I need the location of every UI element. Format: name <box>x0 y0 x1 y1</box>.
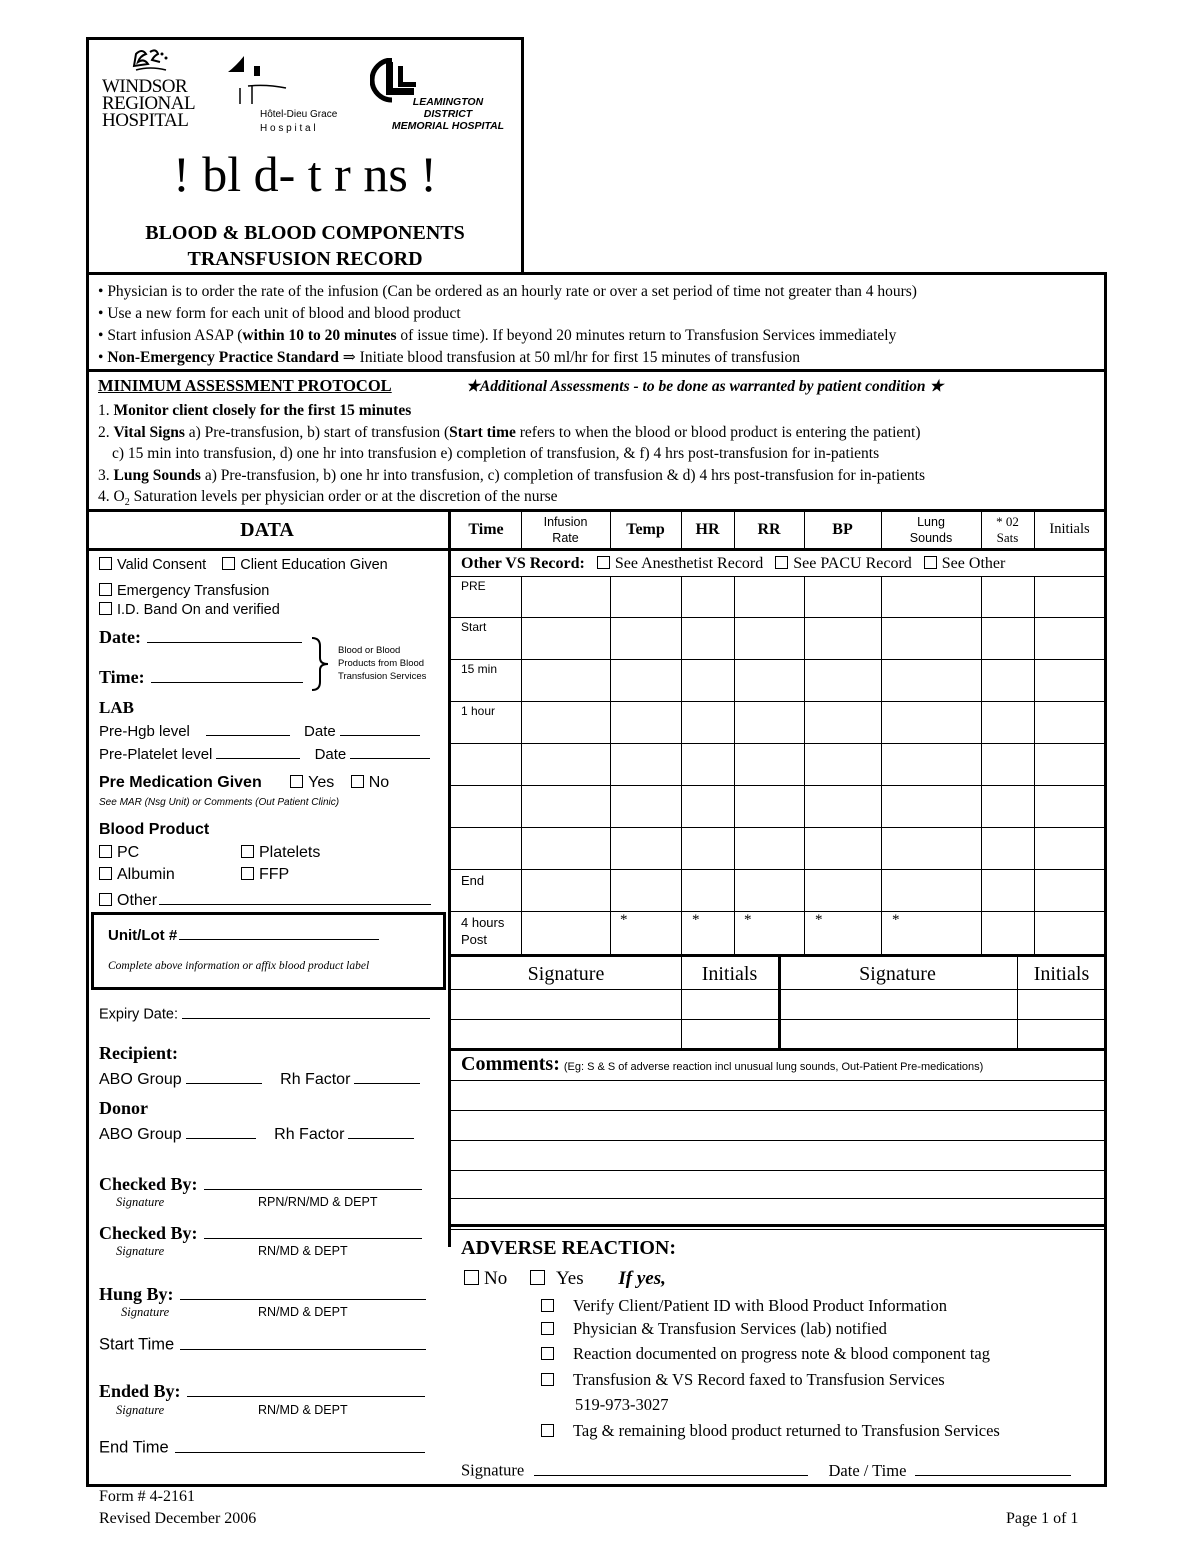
end-time-line[interactable] <box>175 1435 425 1453</box>
sig-row-line <box>451 1019 1106 1020</box>
vs-row-line <box>451 659 1106 660</box>
consent-row <box>99 557 388 573</box>
pre-hgb-date-line[interactable] <box>340 720 420 736</box>
divider-comments-bottom <box>451 1224 1106 1227</box>
star-lung: * <box>892 912 900 928</box>
instruction-2-text: Use a new form for each unit of blood and blood product <box>107 305 461 322</box>
end-time-label: End Time <box>99 1438 169 1457</box>
star-rr: * <box>744 912 752 928</box>
adverse-item-1 <box>541 1294 1000 1317</box>
col-bp: BP <box>832 520 853 538</box>
sig-header-1: Signature <box>527 962 605 985</box>
start-time-line[interactable] <box>180 1332 426 1350</box>
windsor-mark-icon <box>130 46 170 78</box>
other-checkbox[interactable] <box>99 893 112 906</box>
protocol-item-4-sub: 2 <box>124 497 130 509</box>
product-ffp <box>241 866 289 884</box>
product-platelets <box>241 844 320 862</box>
vs-row-line <box>451 701 1106 702</box>
hotel-dieu-logo-text: Hôtel-Dieu Grace H o s p i t a l <box>260 109 338 134</box>
adverse-item-4 <box>541 1368 1000 1391</box>
vs-col-line <box>881 576 882 954</box>
protocol-item-4-pre: O <box>113 488 125 505</box>
adverse-item-3 <box>541 1342 1000 1365</box>
star-bp: * <box>815 912 823 928</box>
protocol-item-1: 1. Monitor client closely for the first 15 minutes <box>98 402 412 419</box>
pre-platelet-date-label: Date <box>314 746 347 763</box>
adverse-item-5 <box>541 1419 1000 1442</box>
adverse-item-5-checkbox[interactable] <box>541 1424 554 1437</box>
expiry-line[interactable] <box>182 1003 430 1019</box>
hdr-vline <box>681 509 682 549</box>
hdr-vline <box>521 509 522 549</box>
instruction-2: • Use a new form for each unit of blood and blood product <box>98 305 461 322</box>
comments-note: (Eg: S & S of adverse reaction incl unusual lung sounds, Out-Patient Pre-medications) <box>563 1061 984 1073</box>
sig-header-2: Signature <box>859 962 936 985</box>
adverse-item-1-checkbox[interactable] <box>541 1299 554 1312</box>
adverse-signature-label: Signature <box>461 1460 525 1480</box>
pre-platelet-date-line[interactable] <box>350 743 430 759</box>
donor-abo-line[interactable] <box>186 1122 256 1139</box>
star-icon: ★ <box>466 378 480 395</box>
windsor-logo <box>100 46 200 136</box>
hotel-dieu-logo <box>226 54 356 134</box>
vs-col-line <box>610 576 611 954</box>
instruction-1-text: Physician is to order the rate of the infusion (Can be ordered as an hourly rate or over a set period of time not greater than 4 hours) <box>107 283 917 300</box>
protocol-additional <box>466 377 943 396</box>
see-other-label: See Other <box>941 555 1006 572</box>
vs-col-line <box>981 576 982 954</box>
form-title-line2: TRANSFUSION RECORD <box>187 248 423 270</box>
donor-label: Donor <box>99 1098 148 1118</box>
sig-col-line <box>681 956 682 1050</box>
vs-col-line <box>521 576 522 954</box>
date-line[interactable] <box>147 624 302 643</box>
vs-row-line <box>451 911 1106 912</box>
protocol-item-2-line2: c) 15 min into transfusion, d) one hr into transfusion e) completion of transfusion, & f) 4 hrs post-transfusion for in-patients <box>112 445 880 462</box>
comment-line[interactable] <box>451 1080 1106 1081</box>
vs-col-line <box>734 576 735 954</box>
comment-line[interactable] <box>451 1198 1106 1199</box>
arrow-right-icon: ⇒ <box>342 349 356 366</box>
data-header: DATA <box>240 518 294 541</box>
adverse-item-3-text: Reaction documented on progress note & blood component tag <box>573 1344 990 1363</box>
adverse-signature-line[interactable] <box>534 1458 808 1476</box>
platelets-label: Platelets <box>259 844 321 861</box>
recipient-label: Recipient: <box>99 1043 178 1063</box>
sig-col-line <box>1017 956 1018 1050</box>
instruction-4-post: Initiate blood transfusion at 50 ml/hr for first 15 minutes of transfusion <box>355 349 801 366</box>
id-band-label: I.D. Band On and verified <box>117 602 280 618</box>
hdr-vline <box>610 509 611 549</box>
adverse-datetime-label: Date / Time <box>828 1460 907 1480</box>
comment-line[interactable] <box>451 1170 1106 1171</box>
adverse-datetime-line[interactable] <box>915 1458 1071 1476</box>
other-line[interactable] <box>159 888 431 905</box>
premed-yes-label: Yes <box>308 774 335 791</box>
pc-checkbox[interactable] <box>99 845 112 858</box>
protocol-item-3-rest: a) Pre-transfusion, b) one hr into transfusion, c) completion of transfusion & d) 4 hrs post-transfusion for in-patients <box>200 466 926 484</box>
adverse-no-label: No <box>484 1268 508 1289</box>
hdr-vline <box>804 509 805 549</box>
ended-by-sig: Signature <box>116 1403 165 1417</box>
premed-row <box>99 774 389 792</box>
unit-lot-row <box>108 924 379 944</box>
lab-label: LAB <box>99 698 134 717</box>
instructions <box>98 281 1103 369</box>
row-label-end: End <box>461 873 485 888</box>
see-other-checkbox[interactable] <box>924 556 937 569</box>
checked-by-1-line[interactable] <box>204 1171 422 1190</box>
see-pacu-label: See PACU Record <box>793 555 912 572</box>
comment-line[interactable] <box>451 1140 1106 1141</box>
form-code: ! bl d- t r ns ! <box>173 146 437 202</box>
instruction-3-bold: within 10 to 20 minutes <box>242 327 397 344</box>
hotel-dieu-cross-icon <box>226 54 296 104</box>
donor-rh-line[interactable] <box>348 1122 414 1139</box>
checked-by-2-dept: RN/MD & DEPT <box>258 1244 348 1258</box>
protocol-list <box>98 400 1103 514</box>
footer-page: Page 1 of 1 <box>1006 1510 1079 1527</box>
leamington-logo <box>368 58 528 138</box>
col-rr: RR <box>757 520 781 538</box>
emergency-row <box>99 583 269 599</box>
expiry-row <box>99 1003 430 1023</box>
footer-form-number: Form # 4-2161 <box>99 1488 195 1505</box>
valid-consent-checkbox[interactable] <box>99 557 112 570</box>
see-anesthetist-label: See Anesthetist Record <box>614 555 764 572</box>
expiry-label: Expiry Date: <box>99 1006 178 1023</box>
recipient-abo-label: ABO Group <box>99 1071 182 1088</box>
vs-row-line <box>451 785 1106 786</box>
date-label: Date: <box>99 627 141 647</box>
protocol-item-2-bold: Vital Signs <box>113 423 185 441</box>
protocol-item-4: 4. $O_2$ Saturation levels per physician order or at the discretion of the nurse <box>98 488 558 509</box>
vs-col-line <box>804 576 805 954</box>
instruction-3-post: of issue time). If beyond 20 minutes return to Transfusion Services immediately <box>396 327 897 344</box>
adverse-item-5-text: Tag & remaining blood product returned to Transfusion Services <box>573 1421 1000 1440</box>
adverse-item-2-checkbox[interactable] <box>541 1322 554 1335</box>
premed-label: Pre Medication Given <box>99 774 262 791</box>
hung-by-sig: Signature <box>121 1305 170 1319</box>
vs-grid-top <box>451 576 1106 577</box>
albumin-label: Albumin <box>117 866 175 883</box>
other-vs-label: Other VS Record: <box>461 555 585 572</box>
recipient-abo-line[interactable] <box>186 1067 262 1084</box>
checked-by-1-dept: RPN/RN/MD & DEPT <box>258 1195 378 1209</box>
protocol-heading <box>98 376 392 396</box>
sig-row-line <box>451 989 1106 990</box>
id-band-checkbox[interactable] <box>99 602 112 615</box>
vs-row-line <box>451 617 1106 618</box>
emergency-checkbox[interactable] <box>99 583 112 596</box>
col-time: Time <box>468 520 504 538</box>
pre-platelet-row <box>99 743 430 763</box>
product-albumin <box>99 866 175 884</box>
hung-by-label: Hung By: <box>99 1284 174 1304</box>
vs-row-line <box>451 743 1106 744</box>
time-row <box>99 664 303 688</box>
protocol-title: MINIMUM ASSESSMENT PROTOCOL <box>98 376 392 395</box>
pre-hgb-line[interactable] <box>206 720 290 736</box>
column-divider-left <box>448 509 451 1247</box>
star-hr: * <box>692 912 700 928</box>
see-anesthetist-checkbox[interactable] <box>597 556 610 569</box>
adverse-yes-label: Yes <box>555 1268 584 1289</box>
adverse-heading: ADVERSE REACTION: <box>461 1237 677 1259</box>
adverse-signature-row <box>461 1458 1071 1481</box>
vs-col-line <box>681 576 682 954</box>
donor-rh-label: Rh Factor <box>274 1126 345 1143</box>
vs-row-line <box>451 827 1106 828</box>
comments-label: Comments: <box>461 1053 560 1075</box>
adverse-phone <box>541 1393 1000 1416</box>
adverse-item-2 <box>541 1317 1000 1340</box>
hung-by-line[interactable] <box>180 1281 426 1300</box>
protocol-item-4-rest: Saturation levels per physician order or at the discretion of the nurse <box>129 488 558 505</box>
ended-by-label: Ended By: <box>99 1381 181 1401</box>
unit-lot-line[interactable] <box>179 924 379 940</box>
recipient-rh-line[interactable] <box>354 1067 420 1084</box>
row-label-15min: 15 min <box>461 662 498 676</box>
time-line[interactable] <box>151 664 303 683</box>
pre-hgb-row <box>99 720 420 740</box>
divider-comments-bottom-2 <box>451 1229 1106 1230</box>
complete-above-note: Complete above information or affix blood product label <box>108 960 370 972</box>
recipient-abo-row <box>99 1067 420 1089</box>
vs-row-line <box>451 869 1106 870</box>
end-time-row <box>99 1435 425 1458</box>
divider-instructions <box>86 369 1107 372</box>
adverse-phone-text: 519-973-3027 <box>575 1395 669 1414</box>
hdr-vline <box>881 509 882 549</box>
pre-hgb-date-label: Date <box>304 723 336 740</box>
instruction-1: • Physician is to order the rate of the infusion (Can be ordered as an hourly rate or over a set period of time not greater than 4 hours) <box>98 283 917 300</box>
time-label: Time: <box>99 667 145 687</box>
protocol-item-1-text: Monitor client closely for the first 15 minutes <box>113 402 412 419</box>
client-education-checkbox[interactable] <box>222 557 235 570</box>
other-label: Other <box>117 892 158 909</box>
col-hr: HR <box>695 520 720 538</box>
pc-label: PC <box>117 844 140 861</box>
protocol-additional-text: Additional Assessments - to be done as warranted by patient condition <box>479 378 926 395</box>
instruction-3-pre: Start infusion ASAP ( <box>107 327 243 344</box>
init-header-2: Initials <box>1033 962 1090 985</box>
leamington-logo-text: LEAMINGTON DISTRICT MEMORIAL HOSPITAL <box>391 96 505 132</box>
checked-by-1-row <box>99 1171 422 1195</box>
sig-col-line <box>778 956 781 1050</box>
checked-by-2-label: Checked By: <box>99 1223 198 1243</box>
client-education-label: Client Education Given <box>240 557 388 573</box>
ended-by-row <box>99 1378 425 1402</box>
see-mar-note: See MAR (Nsg Unit) or Comments (Out Patient Clinic) <box>99 797 340 808</box>
pre-platelet-line[interactable] <box>216 743 300 759</box>
footer-revised: Revised December 2006 <box>99 1510 257 1527</box>
start-time-row <box>99 1332 426 1355</box>
premed-yes-checkbox[interactable] <box>290 775 303 788</box>
product-other <box>99 888 431 910</box>
protocol-item-2: 2. Vital Signs a) Pre-transfusion, b) start of transfusion (Start time refers to when the blood or blood product is entering the patient) <box>98 423 921 441</box>
hdr-vline <box>981 509 982 549</box>
other-vs-row <box>461 555 1005 573</box>
hdr-vline <box>1034 509 1035 549</box>
recipient-rh-label: Rh Factor <box>280 1071 351 1088</box>
init-header-1: Initials <box>701 962 758 985</box>
adverse-yes-no <box>464 1268 666 1290</box>
star-icon: ★ <box>929 378 944 395</box>
brace-note: Blood or Blood Products from Blood Transfusion Services <box>338 645 427 682</box>
hdr-vline <box>734 509 735 549</box>
adverse-item-4-text: Transfusion & VS Record faxed to Transfusion Services <box>573 1370 945 1389</box>
adverse-no-checkbox[interactable] <box>464 1270 479 1285</box>
donor-abo-row <box>99 1122 414 1144</box>
instruction-4: • Non-Emergency Practice Standard ⇒ Initiate blood transfusion at 50 ml/hr for first 15 minutes of transfusion <box>98 349 801 366</box>
blood-product-label: Blood Product <box>99 821 210 838</box>
checked-by-2-line[interactable] <box>204 1220 422 1239</box>
checked-by-1-label: Checked By: <box>99 1174 198 1194</box>
col-infusion-rate: Infusion Rate <box>543 514 588 545</box>
hung-by-row <box>99 1281 426 1305</box>
comment-line[interactable] <box>451 1110 1106 1111</box>
checked-by-2-sig: Signature <box>116 1244 165 1258</box>
protocol-item-2-cont <box>98 443 1103 465</box>
unit-lot-label: Unit/Lot # <box>108 927 178 944</box>
valid-consent-label: Valid Consent <box>117 557 207 573</box>
col-initials: Initials <box>1049 521 1090 537</box>
row-label-1hour: 1 hour <box>461 704 496 718</box>
adverse-checklist <box>541 1294 1000 1442</box>
id-band-row <box>99 602 280 618</box>
row-label-start: Start <box>461 620 487 634</box>
adverse-item-2-text: Physician & Transfusion Services (lab) notified <box>573 1319 887 1338</box>
form-title-line1: BLOOD & BLOOD COMPONENTS <box>145 222 465 244</box>
product-pc <box>99 844 139 862</box>
col-lung-sounds: Lung Sounds <box>909 514 953 545</box>
date-row <box>99 624 302 648</box>
premed-no-label: No <box>368 774 390 791</box>
donor-abo-label: ABO Group <box>99 1126 182 1143</box>
emergency-label: Emergency Transfusion <box>117 583 270 599</box>
ffp-checkbox[interactable] <box>241 867 254 880</box>
protocol-item-2-bold2: Start time <box>449 423 516 441</box>
start-time-label: Start Time <box>99 1335 175 1354</box>
vs-col-line <box>1034 576 1035 954</box>
comments-label-row <box>461 1053 983 1076</box>
adverse-item-3-checkbox[interactable] <box>541 1347 554 1360</box>
windsor-logo-text: WINDSOR REGIONAL HOSPITAL <box>102 76 196 131</box>
adverse-if-yes-label: If yes, <box>618 1268 666 1289</box>
albumin-checkbox[interactable] <box>99 867 112 880</box>
protocol-item-3-bold: Lung Sounds <box>113 466 201 484</box>
ffp-label: FFP <box>259 866 290 883</box>
adverse-yes-checkbox[interactable] <box>530 1270 545 1285</box>
divider-sig-bottom <box>451 1048 1106 1051</box>
hung-by-dept: RN/MD & DEPT <box>258 1305 348 1319</box>
col-temp: Temp <box>626 520 665 538</box>
brace-icon <box>310 636 330 692</box>
row-label-pre: PRE <box>461 579 486 593</box>
adverse-item-4-checkbox[interactable] <box>541 1373 554 1386</box>
ended-by-dept: RN/MD & DEPT <box>258 1403 348 1417</box>
checked-by-2-row <box>99 1220 422 1244</box>
premed-no-checkbox[interactable] <box>351 775 364 788</box>
protocol-item-2-b: refers to when the blood or blood product is entering the patient) <box>515 423 921 441</box>
adverse-item-1-text: Verify Client/Patient ID with Blood Product Information <box>573 1296 947 1315</box>
protocol-item-2-a: a) Pre-transfusion, b) start of transfusion ( <box>184 423 450 441</box>
checked-by-1-sig: Signature <box>116 1195 165 1209</box>
instruction-3: • Start infusion ASAP (within 10 to 20 minutes of issue time). If beyond 20 minutes return to Transfusion Services immediately <box>98 327 897 344</box>
ended-by-line[interactable] <box>187 1378 425 1397</box>
see-pacu-checkbox[interactable] <box>775 556 788 569</box>
row-label-4hours-post: 4 hours Post <box>461 915 505 947</box>
pre-platelet-label: Pre-Platelet level <box>99 746 213 763</box>
col-o2-sats: * 02 Sats <box>996 513 1019 545</box>
platelets-checkbox[interactable] <box>241 845 254 858</box>
star-temp: * <box>620 912 628 928</box>
instruction-4-bold: Non-Emergency Practice Standard <box>107 349 339 366</box>
pre-hgb-label: Pre-Hgb level <box>99 723 190 740</box>
protocol-item-3: 3. Lung Sounds a) Pre-transfusion, b) one hr into transfusion, c) completion of transfusion & d) 4 hrs post-transfusion for in-patients <box>98 466 926 484</box>
divider-table-header <box>86 548 1107 551</box>
